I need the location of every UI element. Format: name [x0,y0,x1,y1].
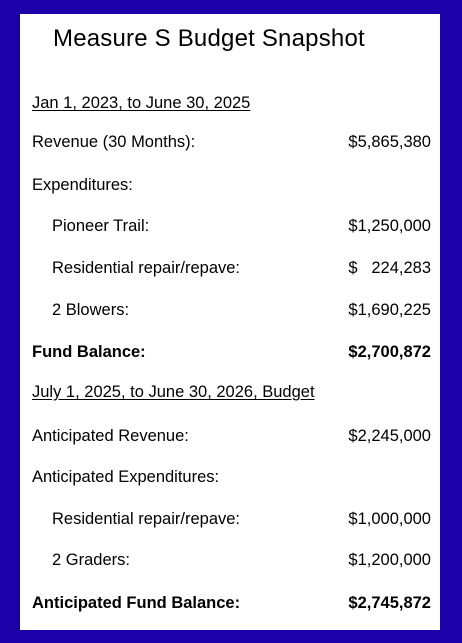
row-value: $2,245,000 [348,427,431,445]
row-value: $1,250,000 [348,217,431,235]
row-residential-repair-budget [32,506,431,532]
row-residential-repair [32,255,431,281]
row-label: Residential repair/repave: [52,259,241,277]
row-anticipated-expenditures-heading [32,464,431,490]
row-value: $ 224,283 [348,259,431,277]
budget-snapshot-panel [20,14,440,630]
row-value: $1,200,000 [348,551,431,569]
row-label: Anticipated Revenue: [32,427,189,445]
row-graders [32,547,431,573]
row-value: $2,745,872 [348,594,431,612]
row-value: $2,700,872 [348,343,431,361]
row-label: Jan 1, 2023, to June 30, 2025 [32,94,251,112]
row-value: $1,690,225 [348,301,431,319]
period-heading-2023-2025 [32,90,431,116]
row-label: Anticipated Fund Balance: [32,594,241,612]
row-anticipated-fund-balance [32,590,431,616]
row-fund-balance [32,339,431,365]
page-title: Measure S Budget Snapshot [53,25,365,52]
row-label: 2 Graders: [52,551,130,569]
row-blowers [32,297,431,323]
period-heading-2025-2026 [32,379,431,405]
row-label: Anticipated Expenditures: [32,468,220,486]
row-label: Expenditures: [32,176,133,194]
row-label: Residential repair/repave: [52,510,241,528]
row-value: $5,865,380 [348,133,431,151]
row-value: $1,000,000 [348,510,431,528]
row-label: Revenue (30 Months): [32,133,196,151]
row-expenditures-heading [32,172,431,198]
row-label: Fund Balance: [32,343,146,361]
row-label: 2 Blowers: [52,301,130,319]
row-revenue [32,129,431,155]
row-pioneer-trail [32,213,431,239]
row-anticipated-revenue [32,423,431,449]
row-label: Pioneer Trail: [52,217,150,235]
row-label: July 1, 2025, to June 30, 2026, Budget [32,383,315,401]
